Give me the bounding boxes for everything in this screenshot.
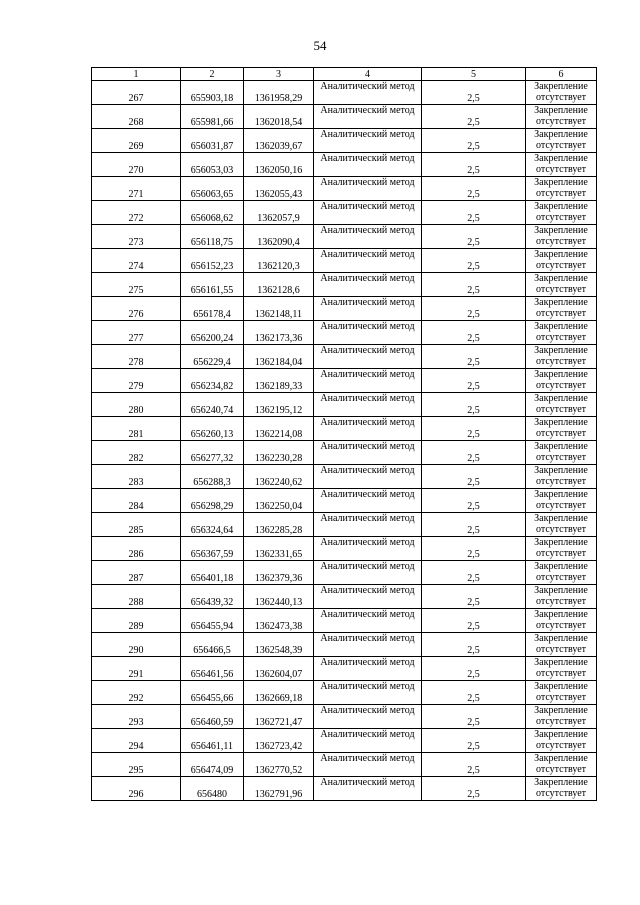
table-row — [92, 633, 597, 657]
x-coordinate-cell: 656466,5 — [181, 633, 244, 657]
fixing-cell: Закрепление отсутствует — [526, 609, 597, 633]
method-cell: Аналитический метод — [314, 585, 422, 609]
table-row — [92, 225, 597, 249]
y-coordinate-cell: 1362039,67 — [244, 129, 314, 153]
y-coordinate-cell: 1362214,08 — [244, 417, 314, 441]
accuracy-cell: 2,5 — [422, 393, 526, 417]
point-number-cell: 295 — [92, 753, 181, 777]
column-header: 6 — [526, 68, 597, 81]
y-coordinate-cell: 1362721,47 — [244, 705, 314, 729]
accuracy-cell: 2,5 — [422, 465, 526, 489]
x-coordinate-cell: 656152,23 — [181, 249, 244, 273]
accuracy-cell: 2,5 — [422, 537, 526, 561]
y-coordinate-cell: 1362770,52 — [244, 753, 314, 777]
accuracy-cell: 2,5 — [422, 297, 526, 321]
fixing-cell: Закрепление отсутствует — [526, 105, 597, 129]
table-row — [92, 105, 597, 129]
x-coordinate-cell: 656461,56 — [181, 657, 244, 681]
method-cell: Аналитический метод — [314, 537, 422, 561]
point-number-cell: 292 — [92, 681, 181, 705]
y-coordinate-cell: 1362440,13 — [244, 585, 314, 609]
fixing-cell: Закрепление отсутствует — [526, 729, 597, 753]
x-coordinate-cell: 656324,64 — [181, 513, 244, 537]
table-row — [92, 705, 597, 729]
x-coordinate-cell: 656200,24 — [181, 321, 244, 345]
accuracy-cell: 2,5 — [422, 369, 526, 393]
table-row — [92, 345, 597, 369]
method-cell: Аналитический метод — [314, 417, 422, 441]
x-coordinate-cell: 656063,65 — [181, 177, 244, 201]
point-number-cell: 279 — [92, 369, 181, 393]
x-coordinate-cell: 656234,82 — [181, 369, 244, 393]
point-number-cell: 288 — [92, 585, 181, 609]
accuracy-cell: 2,5 — [422, 249, 526, 273]
x-coordinate-cell: 656439,32 — [181, 585, 244, 609]
fixing-cell: Закрепление отсутствует — [526, 489, 597, 513]
x-coordinate-cell: 655903,18 — [181, 81, 244, 105]
point-number-cell: 284 — [92, 489, 181, 513]
x-coordinate-cell: 656474,09 — [181, 753, 244, 777]
method-cell: Аналитический метод — [314, 129, 422, 153]
fixing-cell: Закрепление отсутствует — [526, 633, 597, 657]
y-coordinate-cell: 1362791,96 — [244, 777, 314, 801]
fixing-cell: Закрепление отсутствует — [526, 777, 597, 801]
point-number-cell: 286 — [92, 537, 181, 561]
column-header: 4 — [314, 68, 422, 81]
table-row — [92, 369, 597, 393]
accuracy-cell: 2,5 — [422, 753, 526, 777]
x-coordinate-cell: 656298,29 — [181, 489, 244, 513]
x-coordinate-cell: 656229,4 — [181, 345, 244, 369]
table-row — [92, 729, 597, 753]
y-coordinate-cell: 1362090,4 — [244, 225, 314, 249]
y-coordinate-cell: 1362120,3 — [244, 249, 314, 273]
column-header: 2 — [181, 68, 244, 81]
fixing-cell: Закрепление отсутствует — [526, 537, 597, 561]
accuracy-cell: 2,5 — [422, 201, 526, 225]
x-coordinate-cell: 656118,75 — [181, 225, 244, 249]
accuracy-cell: 2,5 — [422, 489, 526, 513]
table-row — [92, 321, 597, 345]
table-row — [92, 777, 597, 801]
table-row — [92, 177, 597, 201]
column-header: 5 — [422, 68, 526, 81]
fixing-cell: Закрепление отсутствует — [526, 321, 597, 345]
fixing-cell: Закрепление отсутствует — [526, 225, 597, 249]
point-number-cell: 287 — [92, 561, 181, 585]
table-row — [92, 393, 597, 417]
method-cell: Аналитический метод — [314, 81, 422, 105]
point-number-cell: 289 — [92, 609, 181, 633]
x-coordinate-cell: 656031,87 — [181, 129, 244, 153]
table-row — [92, 129, 597, 153]
method-cell: Аналитический метод — [314, 201, 422, 225]
point-number-cell: 283 — [92, 465, 181, 489]
table-row — [92, 297, 597, 321]
y-coordinate-cell: 1362285,28 — [244, 513, 314, 537]
fixing-cell: Закрепление отсутствует — [526, 81, 597, 105]
column-header: 1 — [92, 68, 181, 81]
method-cell: Аналитический метод — [314, 345, 422, 369]
method-cell: Аналитический метод — [314, 321, 422, 345]
table-row — [92, 81, 597, 105]
y-coordinate-cell: 1362723,42 — [244, 729, 314, 753]
point-number-cell: 296 — [92, 777, 181, 801]
point-number-cell: 271 — [92, 177, 181, 201]
fixing-cell: Закрепление отсутствует — [526, 417, 597, 441]
point-number-cell: 273 — [92, 225, 181, 249]
fixing-cell: Закрепление отсутствует — [526, 129, 597, 153]
y-coordinate-cell: 1362057,9 — [244, 201, 314, 225]
accuracy-cell: 2,5 — [422, 705, 526, 729]
y-coordinate-cell: 1362173,36 — [244, 321, 314, 345]
point-number-cell: 294 — [92, 729, 181, 753]
method-cell: Аналитический метод — [314, 465, 422, 489]
table-row — [92, 585, 597, 609]
method-cell: Аналитический метод — [314, 369, 422, 393]
fixing-cell: Закрепление отсутствует — [526, 561, 597, 585]
fixing-cell: Закрепление отсутствует — [526, 753, 597, 777]
method-cell: Аналитический метод — [314, 297, 422, 321]
method-cell: Аналитический метод — [314, 657, 422, 681]
y-coordinate-cell: 1362128,6 — [244, 273, 314, 297]
header-row — [92, 68, 597, 81]
method-cell: Аналитический метод — [314, 393, 422, 417]
x-coordinate-cell: 656178,4 — [181, 297, 244, 321]
table-row — [92, 489, 597, 513]
method-cell: Аналитический метод — [314, 561, 422, 585]
table-row — [92, 249, 597, 273]
x-coordinate-cell: 656288,3 — [181, 465, 244, 489]
point-number-cell: 268 — [92, 105, 181, 129]
point-number-cell: 278 — [92, 345, 181, 369]
y-coordinate-cell: 1362473,38 — [244, 609, 314, 633]
accuracy-cell: 2,5 — [422, 681, 526, 705]
accuracy-cell: 2,5 — [422, 657, 526, 681]
table-row — [92, 609, 597, 633]
point-number-cell: 282 — [92, 441, 181, 465]
point-number-cell: 274 — [92, 249, 181, 273]
fixing-cell: Закрепление отсутствует — [526, 369, 597, 393]
accuracy-cell: 2,5 — [422, 561, 526, 585]
accuracy-cell: 2,5 — [422, 153, 526, 177]
x-coordinate-cell: 656053,03 — [181, 153, 244, 177]
method-cell: Аналитический метод — [314, 489, 422, 513]
y-coordinate-cell: 1362548,39 — [244, 633, 314, 657]
accuracy-cell: 2,5 — [422, 729, 526, 753]
method-cell: Аналитический метод — [314, 777, 422, 801]
point-number-cell: 276 — [92, 297, 181, 321]
method-cell: Аналитический метод — [314, 225, 422, 249]
fixing-cell: Закрепление отсутствует — [526, 657, 597, 681]
table-row — [92, 681, 597, 705]
point-number-cell: 267 — [92, 81, 181, 105]
table-row — [92, 537, 597, 561]
x-coordinate-cell: 656277,32 — [181, 441, 244, 465]
y-coordinate-cell: 1362055,43 — [244, 177, 314, 201]
accuracy-cell: 2,5 — [422, 345, 526, 369]
method-cell: Аналитический метод — [314, 609, 422, 633]
point-number-cell: 281 — [92, 417, 181, 441]
fixing-cell: Закрепление отсутствует — [526, 273, 597, 297]
y-coordinate-cell: 1362230,28 — [244, 441, 314, 465]
accuracy-cell: 2,5 — [422, 177, 526, 201]
y-coordinate-cell: 1362331,65 — [244, 537, 314, 561]
accuracy-cell: 2,5 — [422, 105, 526, 129]
x-coordinate-cell: 656455,66 — [181, 681, 244, 705]
table-row — [92, 513, 597, 537]
table-row — [92, 201, 597, 225]
fixing-cell: Закрепление отсутствует — [526, 345, 597, 369]
table-row — [92, 273, 597, 297]
fixing-cell: Закрепление отсутствует — [526, 585, 597, 609]
accuracy-cell: 2,5 — [422, 273, 526, 297]
method-cell: Аналитический метод — [314, 729, 422, 753]
y-coordinate-cell: 1362050,16 — [244, 153, 314, 177]
x-coordinate-cell: 656461,11 — [181, 729, 244, 753]
y-coordinate-cell: 1362189,33 — [244, 369, 314, 393]
x-coordinate-cell: 656367,59 — [181, 537, 244, 561]
method-cell: Аналитический метод — [314, 705, 422, 729]
point-number-cell: 293 — [92, 705, 181, 729]
accuracy-cell: 2,5 — [422, 129, 526, 153]
method-cell: Аналитический метод — [314, 633, 422, 657]
y-coordinate-cell: 1362184,04 — [244, 345, 314, 369]
fixing-cell: Закрепление отсутствует — [526, 249, 597, 273]
x-coordinate-cell: 655981,66 — [181, 105, 244, 129]
point-number-cell: 272 — [92, 201, 181, 225]
accuracy-cell: 2,5 — [422, 633, 526, 657]
x-coordinate-cell: 656068,62 — [181, 201, 244, 225]
point-number-cell: 275 — [92, 273, 181, 297]
y-coordinate-cell: 1362195,12 — [244, 393, 314, 417]
table-row — [92, 657, 597, 681]
x-coordinate-cell: 656455,94 — [181, 609, 244, 633]
method-cell: Аналитический метод — [314, 441, 422, 465]
y-coordinate-cell: 1362669,18 — [244, 681, 314, 705]
accuracy-cell: 2,5 — [422, 417, 526, 441]
y-coordinate-cell: 1362604,07 — [244, 657, 314, 681]
fixing-cell: Закрепление отсутствует — [526, 393, 597, 417]
table-row — [92, 153, 597, 177]
table-row — [92, 417, 597, 441]
point-number-cell: 285 — [92, 513, 181, 537]
y-coordinate-cell: 1362250,04 — [244, 489, 314, 513]
method-cell: Аналитический метод — [314, 753, 422, 777]
x-coordinate-cell: 656480 — [181, 777, 244, 801]
point-number-cell: 277 — [92, 321, 181, 345]
coordinates-table — [91, 67, 597, 801]
table-row — [92, 465, 597, 489]
y-coordinate-cell: 1361958,29 — [244, 81, 314, 105]
accuracy-cell: 2,5 — [422, 441, 526, 465]
fixing-cell: Закрепление отсутствует — [526, 441, 597, 465]
y-coordinate-cell: 1362240,62 — [244, 465, 314, 489]
fixing-cell: Закрепление отсутствует — [526, 705, 597, 729]
method-cell: Аналитический метод — [314, 249, 422, 273]
method-cell: Аналитический метод — [314, 513, 422, 537]
fixing-cell: Закрепление отсутствует — [526, 681, 597, 705]
method-cell: Аналитический метод — [314, 681, 422, 705]
table-row — [92, 441, 597, 465]
page-number: 54 — [313, 38, 327, 53]
accuracy-cell: 2,5 — [422, 777, 526, 801]
x-coordinate-cell: 656240,74 — [181, 393, 244, 417]
x-coordinate-cell: 656401,18 — [181, 561, 244, 585]
fixing-cell: Закрепление отсутствует — [526, 297, 597, 321]
accuracy-cell: 2,5 — [422, 585, 526, 609]
point-number-cell: 270 — [92, 153, 181, 177]
fixing-cell: Закрепление отсутствует — [526, 177, 597, 201]
table-row — [92, 561, 597, 585]
table-row — [92, 753, 597, 777]
accuracy-cell: 2,5 — [422, 513, 526, 537]
point-number-cell: 291 — [92, 657, 181, 681]
point-number-cell: 269 — [92, 129, 181, 153]
fixing-cell: Закрепление отсутствует — [526, 201, 597, 225]
x-coordinate-cell: 656460,59 — [181, 705, 244, 729]
point-number-cell: 280 — [92, 393, 181, 417]
accuracy-cell: 2,5 — [422, 81, 526, 105]
method-cell: Аналитический метод — [314, 153, 422, 177]
fixing-cell: Закрепление отсутствует — [526, 465, 597, 489]
y-coordinate-cell: 1362379,36 — [244, 561, 314, 585]
fixing-cell: Закрепление отсутствует — [526, 513, 597, 537]
method-cell: Аналитический метод — [314, 105, 422, 129]
fixing-cell: Закрепление отсутствует — [526, 153, 597, 177]
y-coordinate-cell: 1362148,11 — [244, 297, 314, 321]
accuracy-cell: 2,5 — [422, 609, 526, 633]
accuracy-cell: 2,5 — [422, 321, 526, 345]
x-coordinate-cell: 656161,55 — [181, 273, 244, 297]
method-cell: Аналитический метод — [314, 177, 422, 201]
point-number-cell: 290 — [92, 633, 181, 657]
method-cell: Аналитический метод — [314, 273, 422, 297]
x-coordinate-cell: 656260,13 — [181, 417, 244, 441]
accuracy-cell: 2,5 — [422, 225, 526, 249]
y-coordinate-cell: 1362018,54 — [244, 105, 314, 129]
column-header: 3 — [244, 68, 314, 81]
